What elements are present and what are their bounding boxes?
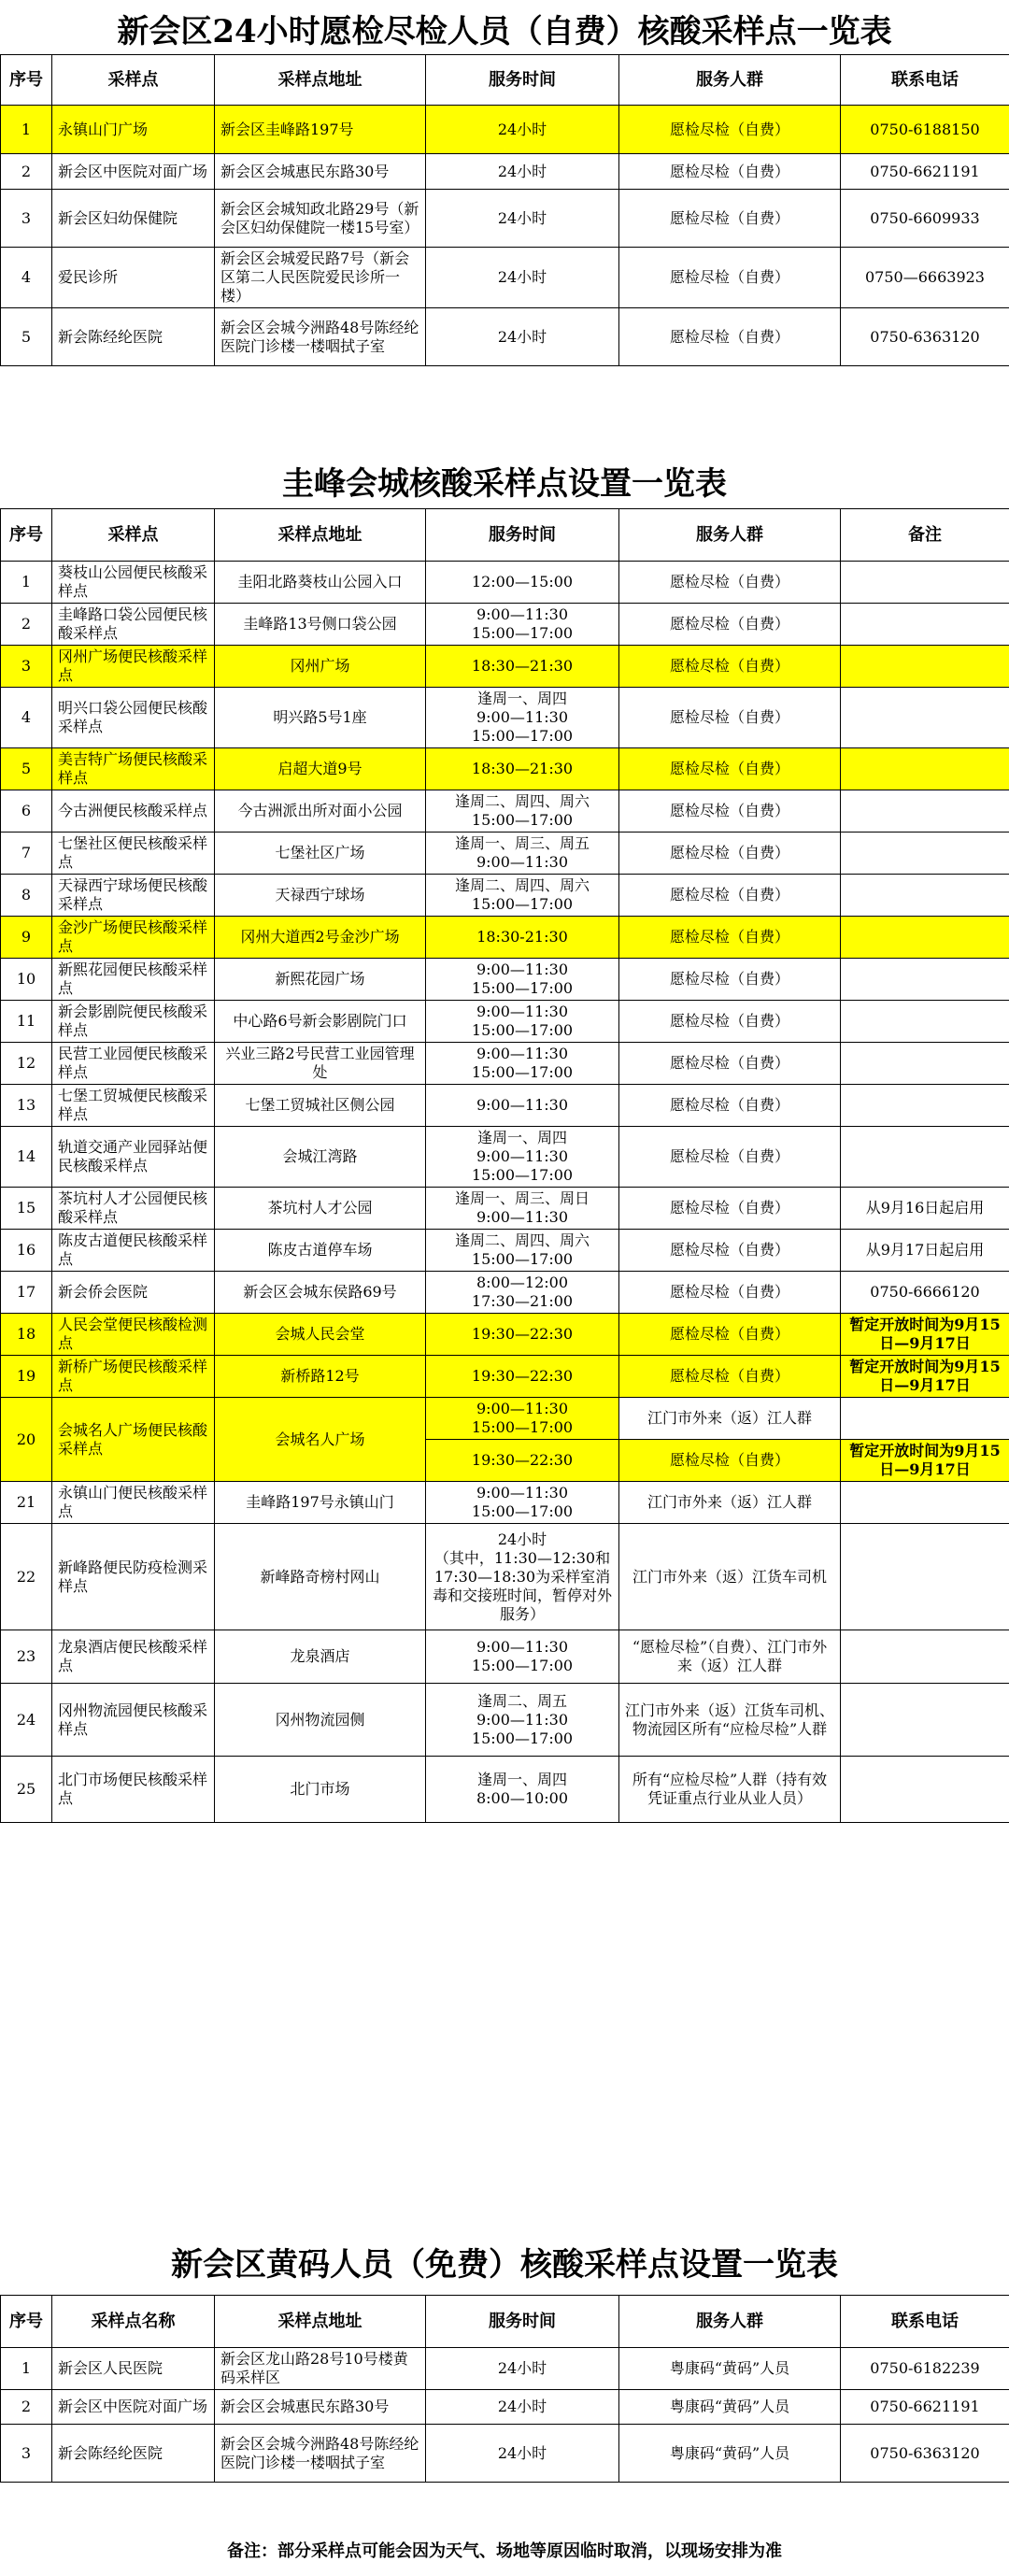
site-address: 龙泉酒店 bbox=[215, 1630, 426, 1684]
column-header: 序号 bbox=[1, 509, 52, 562]
site-name: 轨道交通产业园驿站便民核酸采样点 bbox=[52, 1127, 215, 1188]
service-time: 逢周二、周四、周六 15:00—17:00 bbox=[426, 875, 619, 917]
service-group: 愿检尽检（自费） bbox=[619, 1085, 841, 1127]
site-address: 北门市场 bbox=[215, 1757, 426, 1823]
site-name: 新会区中医院对面广场 bbox=[52, 154, 215, 190]
site-address: 今古洲派出所对面小公园 bbox=[215, 790, 426, 833]
table-row bbox=[1, 308, 1009, 366]
site-address: 茶坑村人才公园 bbox=[215, 1188, 426, 1230]
site-address: 会城人民会堂 bbox=[215, 1314, 426, 1356]
site-address: 陈皮古道停车场 bbox=[215, 1230, 426, 1272]
site-address: 会城江湾路 bbox=[215, 1127, 426, 1188]
table2-header-row bbox=[1, 509, 1009, 562]
site-name: 冈州广场便民核酸采样点 bbox=[52, 646, 215, 688]
table-row bbox=[1, 1398, 1009, 1440]
column-header: 服务时间 bbox=[426, 509, 619, 562]
site-name: 美吉特广场便民核酸采样点 bbox=[52, 748, 215, 790]
row-number: 12 bbox=[1, 1043, 52, 1085]
row-number: 18 bbox=[1, 1314, 52, 1356]
row-number: 25 bbox=[1, 1757, 52, 1823]
column-header: 序号 bbox=[1, 2296, 52, 2348]
remark bbox=[841, 1085, 1009, 1127]
column-header: 联系电话 bbox=[841, 55, 1009, 106]
table-row bbox=[1, 1482, 1009, 1524]
service-group: 愿检尽检（自费） bbox=[619, 604, 841, 646]
service-time: 9:00—11:30 15:00—17:00 bbox=[426, 1482, 619, 1524]
row-number: 21 bbox=[1, 1482, 52, 1524]
site-name: 新桥广场便民核酸采样点 bbox=[52, 1356, 215, 1398]
row-number: 14 bbox=[1, 1127, 52, 1188]
contact-phone: 0750-6182239 bbox=[841, 2348, 1009, 2390]
site-name: 今古洲便民核酸采样点 bbox=[52, 790, 215, 833]
row-number: 1 bbox=[1, 562, 52, 604]
row-number: 5 bbox=[1, 308, 52, 366]
table-row bbox=[1, 1001, 1009, 1043]
service-time: 9:00—11:30 15:00—17:00 bbox=[426, 1398, 619, 1440]
service-group: 愿检尽检（自费） bbox=[619, 748, 841, 790]
remark bbox=[841, 1524, 1009, 1630]
service-time: 逢周二、周四、周六 15:00—17:00 bbox=[426, 790, 619, 833]
site-name: 冈州物流园便民核酸采样点 bbox=[52, 1684, 215, 1757]
site-name: 圭峰路口袋公园便民核酸采样点 bbox=[52, 604, 215, 646]
service-group: 江门市外来（返）江货车司机 bbox=[619, 1524, 841, 1630]
row-number: 4 bbox=[1, 688, 52, 748]
column-header: 采样点 bbox=[52, 509, 215, 562]
site-address: 启超大道9号 bbox=[215, 748, 426, 790]
service-time: 24小时 bbox=[426, 308, 619, 366]
column-header: 采样点名称 bbox=[52, 2296, 215, 2348]
service-group: 愿检尽检（自费） bbox=[619, 248, 841, 308]
site-name: 新会区人民医院 bbox=[52, 2348, 215, 2390]
site-address: 新会区会城惠民东路30号 bbox=[215, 2390, 426, 2425]
row-number: 8 bbox=[1, 875, 52, 917]
table-row bbox=[1, 2425, 1009, 2483]
site-address: 会城名人广场 bbox=[215, 1398, 426, 1482]
remark bbox=[841, 959, 1009, 1001]
service-time: 18:30—21:30 bbox=[426, 748, 619, 790]
site-address: 新会区会城东侯路69号 bbox=[215, 1272, 426, 1314]
table3-header-row bbox=[1, 2296, 1009, 2348]
contact-phone: 0750-6188150 bbox=[841, 106, 1009, 154]
remark: 0750-6666120 bbox=[841, 1272, 1009, 1314]
table-row bbox=[1, 1757, 1009, 1823]
site-address: 七堡工贸城社区侧公园 bbox=[215, 1085, 426, 1127]
site-name: 新会陈经纶医院 bbox=[52, 308, 215, 366]
column-header: 备注 bbox=[841, 509, 1009, 562]
site-address: 新会区会城知政北路29号（新会区妇幼保健院一楼15号室） bbox=[215, 190, 426, 248]
column-header: 服务人群 bbox=[619, 2296, 841, 2348]
table-row bbox=[1, 1630, 1009, 1684]
site-name: 爱民诊所 bbox=[52, 248, 215, 308]
site-address: 新会区圭峰路197号 bbox=[215, 106, 426, 154]
site-name: 人民会堂便民核酸检测点 bbox=[52, 1314, 215, 1356]
service-group: 愿检尽检（自费） bbox=[619, 1043, 841, 1085]
row-number: 1 bbox=[1, 106, 52, 154]
row-number: 19 bbox=[1, 1356, 52, 1398]
service-group: 愿检尽检（自费） bbox=[619, 917, 841, 959]
site-address: 新熙花园广场 bbox=[215, 959, 426, 1001]
table-row bbox=[1, 1230, 1009, 1272]
contact-phone: 0750-6609933 bbox=[841, 190, 1009, 248]
site-name: 民营工业园便民核酸采样点 bbox=[52, 1043, 215, 1085]
site-name: 新熙花园便民核酸采样点 bbox=[52, 959, 215, 1001]
table-row bbox=[1, 1043, 1009, 1085]
service-time: 24小时 bbox=[426, 2425, 619, 2483]
service-group: 江门市外来（返）江人群 bbox=[619, 1482, 841, 1524]
remark: 暂定开放时间为9月15日—9月17日 bbox=[841, 1314, 1009, 1356]
site-name: 新会侨会医院 bbox=[52, 1272, 215, 1314]
service-group: 愿检尽检（自费） bbox=[619, 1230, 841, 1272]
table-row bbox=[1, 248, 1009, 308]
remark: 暂定开放时间为9月15日—9月17日 bbox=[841, 1440, 1009, 1482]
row-number: 2 bbox=[1, 154, 52, 190]
site-name: 茶坑村人才公园便民核酸采样点 bbox=[52, 1188, 215, 1230]
service-time: 逢周一、周四 9:00—11:30 15:00—17:00 bbox=[426, 688, 619, 748]
remark bbox=[841, 604, 1009, 646]
service-time: 9:00—11:30 15:00—17:00 bbox=[426, 604, 619, 646]
remark bbox=[841, 646, 1009, 688]
row-number: 17 bbox=[1, 1272, 52, 1314]
remark: 从9月16日起启用 bbox=[841, 1188, 1009, 1230]
table-row bbox=[1, 1272, 1009, 1314]
service-time: 19:30—22:30 bbox=[426, 1356, 619, 1398]
service-time: 逢周一、周四 9:00—11:30 15:00—17:00 bbox=[426, 1127, 619, 1188]
table-row bbox=[1, 1188, 1009, 1230]
service-group: 江门市外来（返）江货车司机、物流园区所有“应检尽检”人群 bbox=[619, 1684, 841, 1757]
site-name: 新峰路便民防疫检测采样点 bbox=[52, 1524, 215, 1630]
table-row bbox=[1, 833, 1009, 875]
row-number: 4 bbox=[1, 248, 52, 308]
site-name: 北门市场便民核酸采样点 bbox=[52, 1757, 215, 1823]
column-header: 采样点地址 bbox=[215, 2296, 426, 2348]
service-time: 9:00—11:30 15:00—17:00 bbox=[426, 1001, 619, 1043]
row-number: 15 bbox=[1, 1188, 52, 1230]
row-number: 3 bbox=[1, 646, 52, 688]
service-group: 愿检尽检（自费） bbox=[619, 106, 841, 154]
site-address: 冈州大道西2号金沙广场 bbox=[215, 917, 426, 959]
table-row bbox=[1, 2390, 1009, 2425]
remark bbox=[841, 1043, 1009, 1085]
service-group: 愿检尽检（自费） bbox=[619, 562, 841, 604]
column-header: 序号 bbox=[1, 55, 52, 106]
service-group: 愿检尽检（自费） bbox=[619, 1440, 841, 1482]
service-time: 19:30—22:30 bbox=[426, 1440, 619, 1482]
service-time: 24小时 bbox=[426, 106, 619, 154]
row-number: 23 bbox=[1, 1630, 52, 1684]
service-group: 愿检尽检（自费） bbox=[619, 1188, 841, 1230]
row-number: 1 bbox=[1, 2348, 52, 2390]
service-time: 24小时 （其中，11:30—12:30和17:30—18:30为采样室消毒和交接班时间，暂停对外服务） bbox=[426, 1524, 619, 1630]
table-row bbox=[1, 562, 1009, 604]
site-address: 圭峰路13号侧口袋公园 bbox=[215, 604, 426, 646]
column-header: 服务人群 bbox=[619, 509, 841, 562]
service-time: 9:00—11:30 15:00—17:00 bbox=[426, 1630, 619, 1684]
column-header: 采样点地址 bbox=[215, 55, 426, 106]
row-number: 2 bbox=[1, 604, 52, 646]
site-address: 新会区龙山路28号10号楼黄码采样区 bbox=[215, 2348, 426, 2390]
site-name: 永镇山门便民核酸采样点 bbox=[52, 1482, 215, 1524]
table-row bbox=[1, 106, 1009, 154]
row-number: 16 bbox=[1, 1230, 52, 1272]
contact-phone: 0750-6363120 bbox=[841, 2425, 1009, 2483]
column-header: 采样点地址 bbox=[215, 509, 426, 562]
site-address: 明兴路5号1座 bbox=[215, 688, 426, 748]
service-time: 9:00—11:30 bbox=[426, 1085, 619, 1127]
column-header: 服务人群 bbox=[619, 55, 841, 106]
remark bbox=[841, 790, 1009, 833]
site-name: 明兴口袋公园便民核酸采样点 bbox=[52, 688, 215, 748]
site-address: 中心路6号新会影剧院门口 bbox=[215, 1001, 426, 1043]
remark bbox=[841, 688, 1009, 748]
service-group: 愿检尽检（自费） bbox=[619, 688, 841, 748]
site-address: 新会区会城今洲路48号陈经纶医院门诊楼一楼咽拭子室 bbox=[215, 2425, 426, 2483]
service-time: 逢周一、周三、周日 9:00—11:30 bbox=[426, 1188, 619, 1230]
remark bbox=[841, 1482, 1009, 1524]
service-time: 18:30—21:30 bbox=[426, 646, 619, 688]
service-group: 愿检尽检（自费） bbox=[619, 790, 841, 833]
site-address: 新会区会城今洲路48号陈经纶医院门诊楼一楼咽拭子室 bbox=[215, 308, 426, 366]
site-name: 七堡社区便民核酸采样点 bbox=[52, 833, 215, 875]
service-group: 所有“应检尽检”人群（持有效凭证重点行业从业人员） bbox=[619, 1757, 841, 1823]
site-name: 陈皮古道便民核酸采样点 bbox=[52, 1230, 215, 1272]
site-name: 新会影剧院便民核酸采样点 bbox=[52, 1001, 215, 1043]
site-address: 圭峰路197号永镇山门 bbox=[215, 1482, 426, 1524]
row-number: 3 bbox=[1, 190, 52, 248]
service-group: 粤康码“黄码”人员 bbox=[619, 2390, 841, 2425]
table-row bbox=[1, 154, 1009, 190]
table-row bbox=[1, 1127, 1009, 1188]
site-name: 葵枝山公园便民核酸采样点 bbox=[52, 562, 215, 604]
contact-phone: 0750-6621191 bbox=[841, 154, 1009, 190]
service-group: 愿检尽检（自费） bbox=[619, 1356, 841, 1398]
row-number: 24 bbox=[1, 1684, 52, 1757]
service-time: 24小时 bbox=[426, 190, 619, 248]
remark bbox=[841, 1630, 1009, 1684]
site-address: 新桥路12号 bbox=[215, 1356, 426, 1398]
table-row bbox=[1, 646, 1009, 688]
site-address: 新峰路奇榜村网山 bbox=[215, 1524, 426, 1630]
service-group: 粤康码“黄码”人员 bbox=[619, 2348, 841, 2390]
remark bbox=[841, 1001, 1009, 1043]
row-number: 11 bbox=[1, 1001, 52, 1043]
service-time: 逢周一、周三、周五 9:00—11:30 bbox=[426, 833, 619, 875]
row-number: 10 bbox=[1, 959, 52, 1001]
row-number: 6 bbox=[1, 790, 52, 833]
row-number: 9 bbox=[1, 917, 52, 959]
remark bbox=[841, 917, 1009, 959]
site-address: 冈州广场 bbox=[215, 646, 426, 688]
table3-title: 新会区黄码人员（免费）核酸采样点设置一览表 bbox=[171, 2246, 838, 2284]
service-time: 9:00—11:30 15:00—17:00 bbox=[426, 1043, 619, 1085]
table2 bbox=[0, 508, 1009, 1823]
service-group: 愿检尽检（自费） bbox=[619, 154, 841, 190]
service-group: 愿检尽检（自费） bbox=[619, 1272, 841, 1314]
table-row bbox=[1, 604, 1009, 646]
remark: 从9月17日起启用 bbox=[841, 1230, 1009, 1272]
service-group: 愿检尽检（自费） bbox=[619, 1001, 841, 1043]
remark bbox=[841, 562, 1009, 604]
contact-phone: 0750—6663923 bbox=[841, 248, 1009, 308]
table-row bbox=[1, 1314, 1009, 1356]
remark: 暂定开放时间为9月15日—9月17日 bbox=[841, 1356, 1009, 1398]
footer-note: 备注：部分采样点可能会因为天气、场地等原因临时取消，以现场安排为准 bbox=[227, 2541, 782, 2561]
remark bbox=[841, 1684, 1009, 1757]
service-time: 24小时 bbox=[426, 2390, 619, 2425]
table-row bbox=[1, 917, 1009, 959]
service-time: 18:30-21:30 bbox=[426, 917, 619, 959]
table-row bbox=[1, 748, 1009, 790]
table-row bbox=[1, 790, 1009, 833]
table-row bbox=[1, 1524, 1009, 1630]
table1-title: 新会区24小时愿检尽检人员（自费）核酸采样点一览表 bbox=[117, 13, 892, 50]
table-row bbox=[1, 2348, 1009, 2390]
column-header: 服务时间 bbox=[426, 2296, 619, 2348]
table-row bbox=[1, 959, 1009, 1001]
service-group: 愿检尽检（自费） bbox=[619, 959, 841, 1001]
remark bbox=[841, 875, 1009, 917]
column-header: 联系电话 bbox=[841, 2296, 1009, 2348]
service-group: 愿检尽检（自费） bbox=[619, 875, 841, 917]
service-group: “愿检尽检”（自费）、江门市外来（返）江人群 bbox=[619, 1630, 841, 1684]
service-time: 8:00—12:00 17:30—21:00 bbox=[426, 1272, 619, 1314]
row-number: 22 bbox=[1, 1524, 52, 1630]
site-name: 新会陈经纶医院 bbox=[52, 2425, 215, 2483]
site-name: 新会区妇幼保健院 bbox=[52, 190, 215, 248]
service-time: 24小时 bbox=[426, 248, 619, 308]
row-number: 5 bbox=[1, 748, 52, 790]
service-time: 24小时 bbox=[426, 154, 619, 190]
table-row bbox=[1, 1085, 1009, 1127]
service-group: 愿检尽检（自费） bbox=[619, 833, 841, 875]
service-group: 江门市外来（返）江人群 bbox=[619, 1398, 841, 1440]
table-row bbox=[1, 688, 1009, 748]
site-name: 七堡工贸城便民核酸采样点 bbox=[52, 1085, 215, 1127]
remark bbox=[841, 1398, 1009, 1440]
table2-title: 圭峰会城核酸采样点设置一览表 bbox=[282, 465, 727, 503]
table-row bbox=[1, 1356, 1009, 1398]
table1 bbox=[0, 54, 1009, 366]
remark bbox=[841, 1757, 1009, 1823]
table3 bbox=[0, 2295, 1009, 2483]
site-name: 金沙广场便民核酸采样点 bbox=[52, 917, 215, 959]
service-group: 愿检尽检（自费） bbox=[619, 1127, 841, 1188]
service-group: 愿检尽检（自费） bbox=[619, 190, 841, 248]
service-time: 12:00—15:00 bbox=[426, 562, 619, 604]
service-time: 逢周二、周五 9:00—11:30 15:00—17:00 bbox=[426, 1684, 619, 1757]
column-header: 采样点 bbox=[52, 55, 215, 106]
row-number: 3 bbox=[1, 2425, 52, 2483]
site-address: 冈州物流园侧 bbox=[215, 1684, 426, 1757]
remark bbox=[841, 748, 1009, 790]
site-name: 永镇山门广场 bbox=[52, 106, 215, 154]
contact-phone: 0750-6363120 bbox=[841, 308, 1009, 366]
row-number: 20 bbox=[1, 1398, 52, 1482]
site-address: 七堡社区广场 bbox=[215, 833, 426, 875]
row-number: 7 bbox=[1, 833, 52, 875]
row-number: 13 bbox=[1, 1085, 52, 1127]
site-address: 兴业三路2号民营工业园管理处 bbox=[215, 1043, 426, 1085]
site-address: 新会区会城爱民路7号（新会区第二人民医院爱民诊所一楼） bbox=[215, 248, 426, 308]
site-name: 龙泉酒店便民核酸采样点 bbox=[52, 1630, 215, 1684]
column-header: 服务时间 bbox=[426, 55, 619, 106]
service-time: 9:00—11:30 15:00—17:00 bbox=[426, 959, 619, 1001]
service-group: 粤康码“黄码”人员 bbox=[619, 2425, 841, 2483]
table1-header-row bbox=[1, 55, 1009, 106]
service-time: 19:30—22:30 bbox=[426, 1314, 619, 1356]
service-time: 逢周一、周四 8:00—10:00 bbox=[426, 1757, 619, 1823]
site-name: 新会区中医院对面广场 bbox=[52, 2390, 215, 2425]
remark bbox=[841, 1127, 1009, 1188]
service-time: 24小时 bbox=[426, 2348, 619, 2390]
contact-phone: 0750-6621191 bbox=[841, 2390, 1009, 2425]
table-row bbox=[1, 1684, 1009, 1757]
service-group: 愿检尽检（自费） bbox=[619, 1314, 841, 1356]
site-address: 天禄西宁球场 bbox=[215, 875, 426, 917]
remark bbox=[841, 833, 1009, 875]
site-address: 圭阳北路葵枝山公园入口 bbox=[215, 562, 426, 604]
table-row bbox=[1, 875, 1009, 917]
site-name: 会城名人广场便民核酸采样点 bbox=[52, 1398, 215, 1482]
site-name: 天禄西宁球场便民核酸采样点 bbox=[52, 875, 215, 917]
service-group: 愿检尽检（自费） bbox=[619, 308, 841, 366]
site-address: 新会区会城惠民东路30号 bbox=[215, 154, 426, 190]
table-row bbox=[1, 190, 1009, 248]
service-time: 逢周二、周四、周六 15:00—17:00 bbox=[426, 1230, 619, 1272]
row-number: 2 bbox=[1, 2390, 52, 2425]
service-group: 愿检尽检（自费） bbox=[619, 646, 841, 688]
